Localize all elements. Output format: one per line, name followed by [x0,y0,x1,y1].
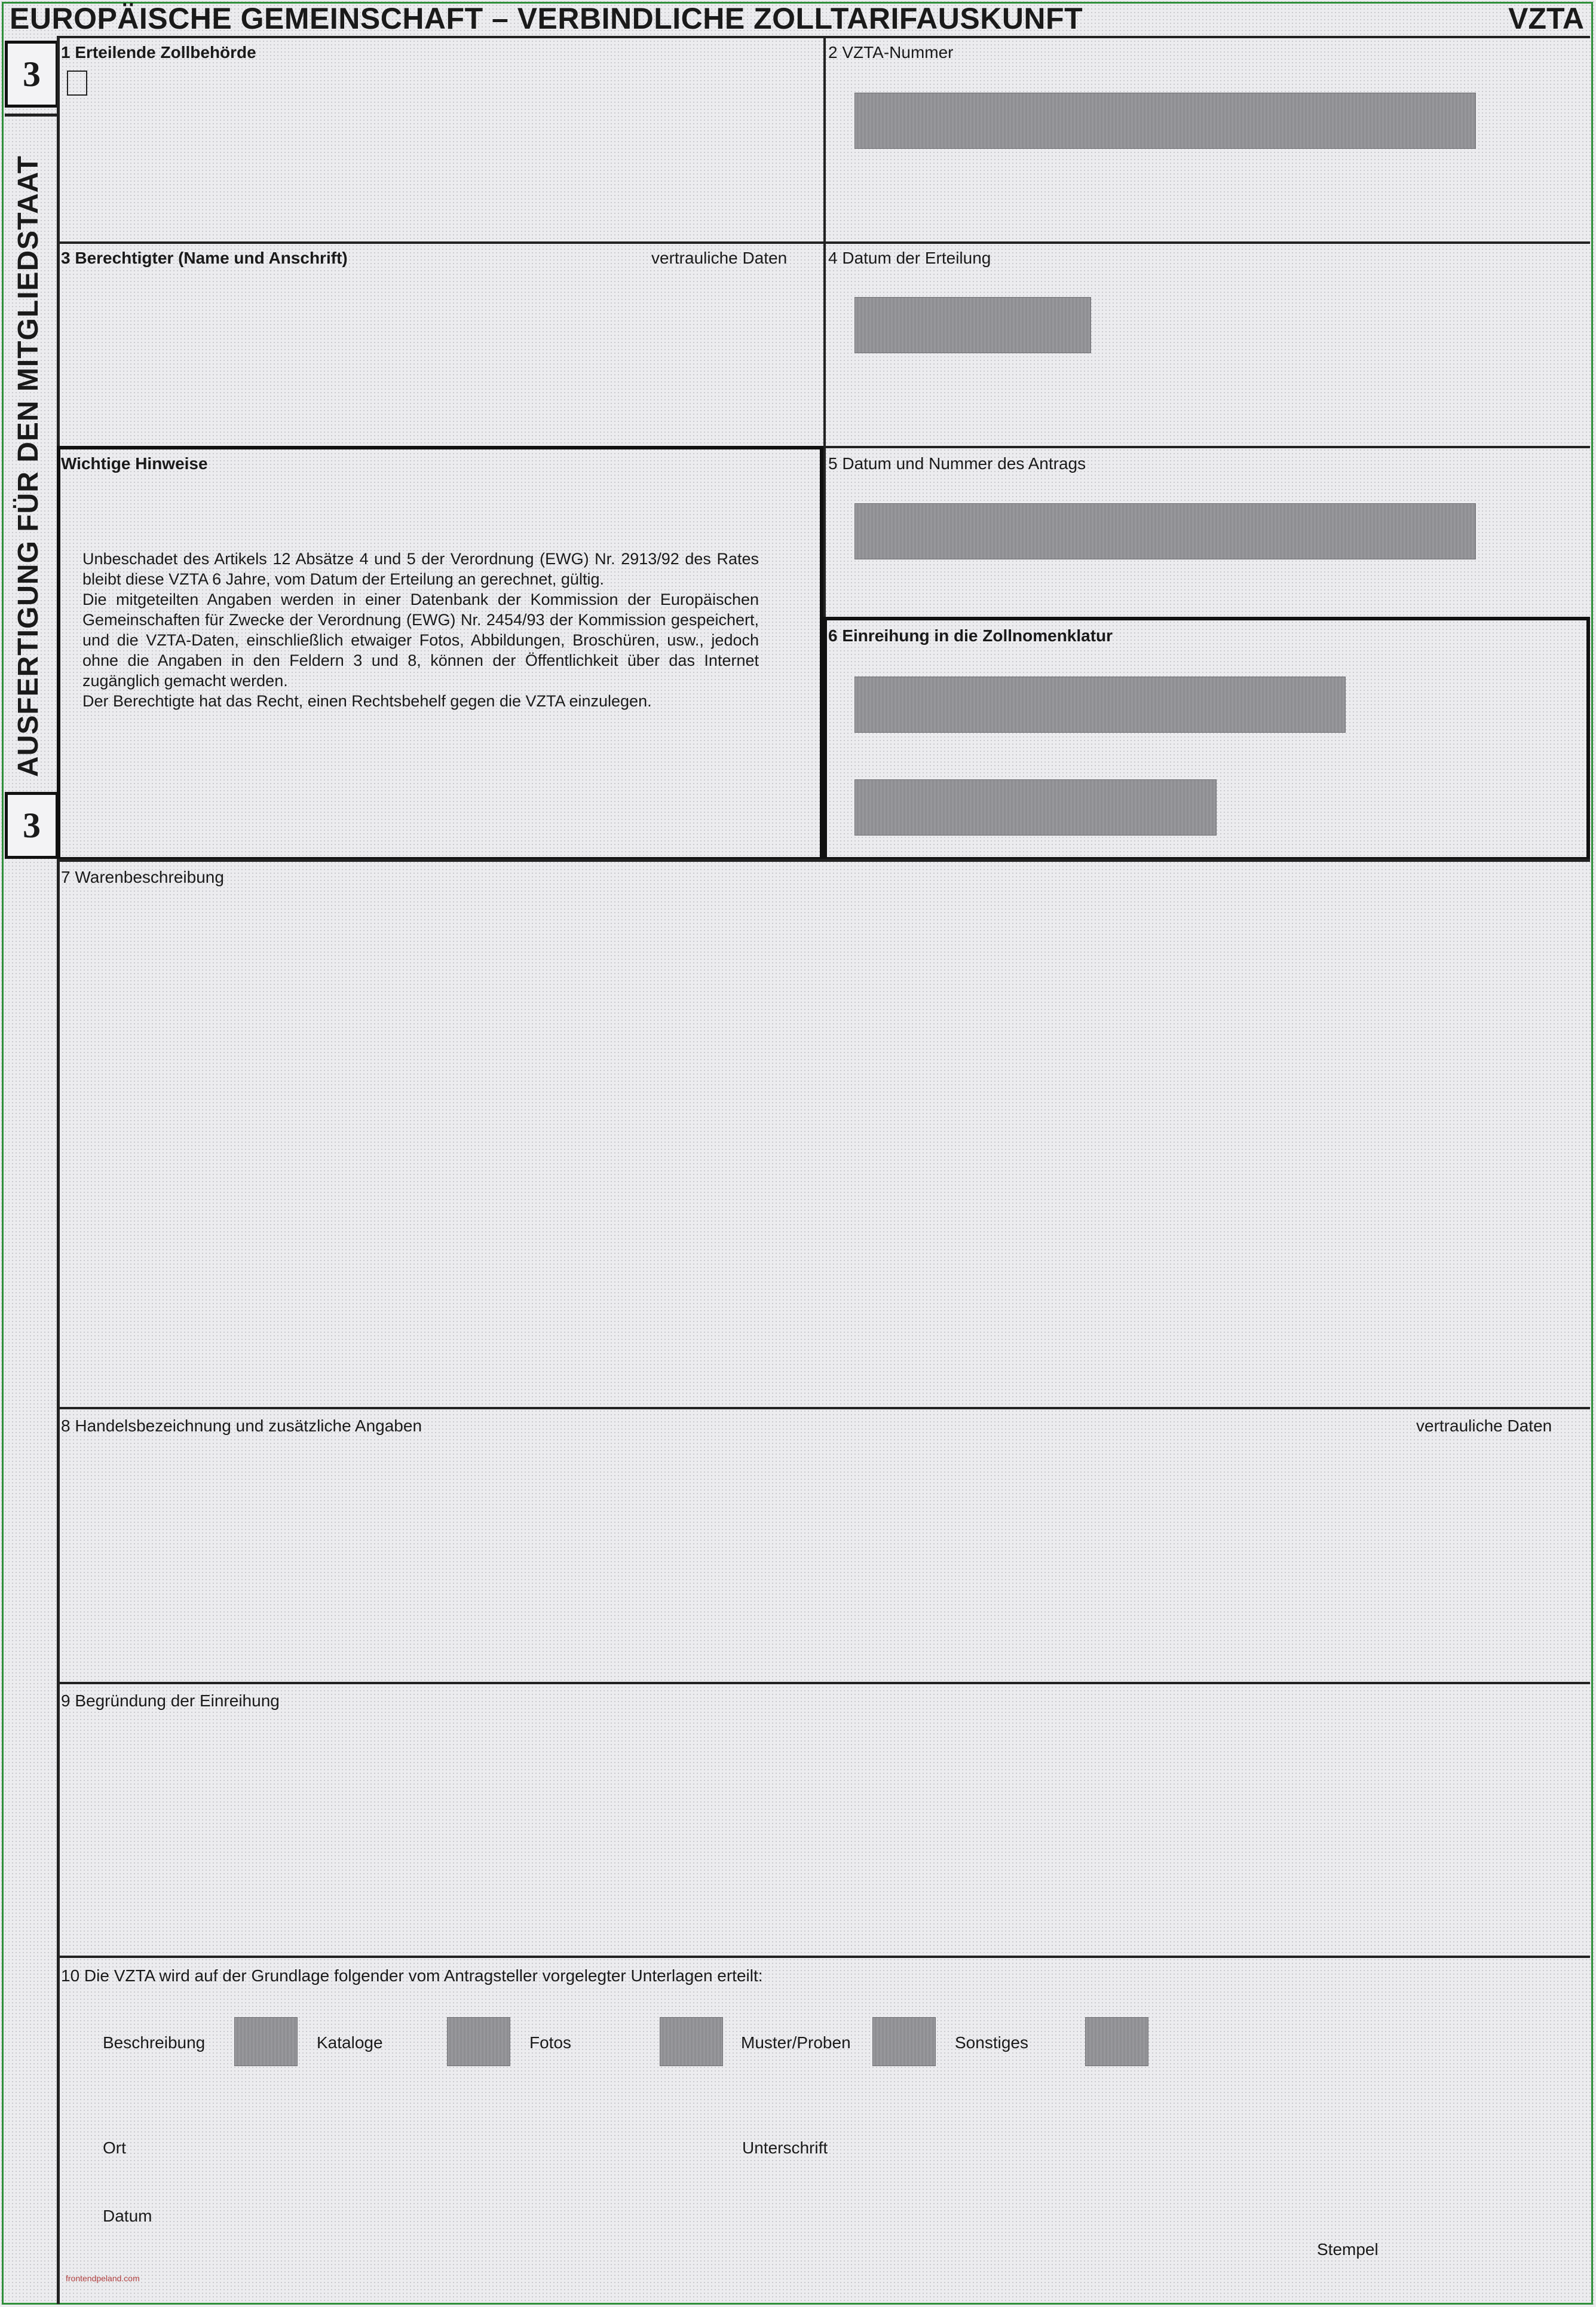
doc-beschreibung-checkbox[interactable] [234,2017,298,2066]
hinweise-paragraph-3: Der Berechtigte hat das Recht, einen Rechtsbehelf gegen die VZTA einzulegen. [82,692,652,710]
watermark-text: frontendpeland.com [66,2274,140,2283]
field-4-label: 4 Datum der Erteilung [828,249,991,267]
form-code: VZTA [1508,2,1584,35]
doc-fotos-label: Fotos [529,2033,572,2052]
field-1-checkbox[interactable] [67,71,87,96]
grid-row-4 [57,1407,1590,1409]
field-6-redacted-value-2 [854,779,1217,836]
field-9-label: 9 Begründung der Einreihung [61,1691,280,1710]
doc-beschreibung-label: Beschreibung [103,2033,206,2052]
field-5-label: 5 Datum und Nummer des Antrags [828,454,1086,473]
ort-label: Ort [103,2138,126,2157]
doc-sonstiges-checkbox[interactable] [1085,2017,1148,2066]
grid-row-6 [57,1956,1590,1958]
side-column-border [57,36,60,2304]
field-10-label: 10 Die VZTA wird auf der Grundlage folgender vom Antragsteller vorgelegter Unterlagen erteilt: [61,1966,763,1985]
field-3-confidential-note: vertrauliche Daten [651,249,788,267]
field-4-redacted-value [854,297,1091,353]
grid-row-3 [57,859,1590,862]
unterschrift-label: Unterschrift [742,2138,828,2157]
hinweise-paragraph-2: Die mitgeteilten Angaben werden in einer Datenbank der Kommission der Europäischen Gemeinschaften für Zwecke der Verordnung (EWG) Nr. 2454/93 der Kommission gespeichert, und die VZTA-Daten, einschließlich etwaiger Fotos, Abbildungen, Broschüren, usw., jedoch ohne die Angaben in den Feldern 3 und 8, können der Öffentlichkeit über das Internet zugänglich gemacht werden. [82,590,759,690]
copy-number-top: 3 [5,41,59,108]
field-2-redacted-value [854,93,1476,149]
field-2-label: 2 VZTA-Nummer [828,43,954,62]
stempel-label: Stempel [1317,2240,1378,2259]
field-3-label: 3 Berechtigter (Name und Anschrift) [61,249,348,267]
field-5-redacted-value [854,503,1476,559]
field-7-label: 7 Warenbeschreibung [61,868,224,886]
field-8-label: 8 Handelsbezeichnung und zusätzliche Angaben [61,1416,422,1435]
doc-sonstiges-label: Sonstiges [955,2033,1028,2052]
field-8-confidential-note: vertrauliche Daten [1416,1416,1552,1435]
hinweise-title: Wichtige Hinweise [61,454,208,473]
doc-kataloge-checkbox[interactable] [447,2017,510,2066]
field-6-redacted-value-1 [854,677,1346,733]
grid-row-1 [57,241,1590,244]
field-6-label: 6 Einreihung in die Zollnomenklatur [828,626,1113,645]
doc-kataloge-label: Kataloge [317,2033,383,2052]
datum-label: Datum [103,2207,152,2225]
doc-muster-checkbox[interactable] [872,2017,936,2066]
hinweise-paragraph-1: Unbeschadet des Artikels 12 Absätze 4 und 5 der Verordnung (EWG) Nr. 2913/92 des Rates bleibt diese VZTA 6 Jahre, vom Datum der Erteilung an gerechnet, gültig. [82,550,759,588]
form-title: EUROPÄISCHE GEMEINSCHAFT – VERBINDLICHE ZOLLTARIFAUSKUNFT [10,2,1083,35]
hinweise-text [82,549,759,711]
doc-muster-label: Muster/Proben [741,2033,851,2052]
copy-vertical-label: AUSFERTIGUNG FÜR DEN MITGLIEDSTAAT [13,155,44,778]
doc-fotos-checkbox[interactable] [660,2017,723,2066]
grid-row-5 [57,1682,1590,1684]
page-frame [2,2,1593,2305]
copy-number-bottom: 3 [5,792,59,859]
field-1-label: 1 Erteilende Zollbehörde [61,43,256,62]
